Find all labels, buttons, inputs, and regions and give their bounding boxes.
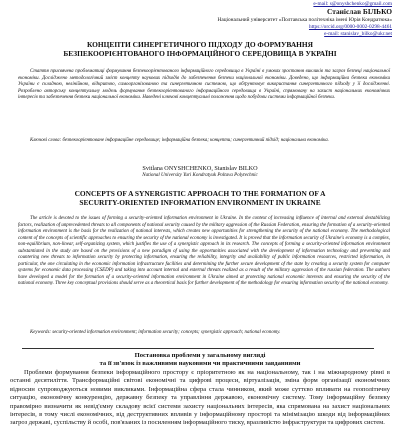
keywords-en: Keywords: security-oriented information environment; information security; concepts; synergistic approach; national economy. [30, 330, 281, 335]
abstract-en: The article is devoted to the issues of forming a security-oriented information environment in Ukraine. In the context of increasing influence of internal and external destabilizing factors, realization of unprecedented threats to all components of national security caused by the military aggression of the Russian Federation, ensuring the formation of a security-oriented information environment is the basis for the realization of national interests, which creates new opportunities for strengthening the security of the national economy. The methodological content of the concepts of scientific approaches to ensuring the security of the national economy is investigated. It is proved that the information security of Ukraine's economy is a complex, non-equilibrium, non-linear, self-organizing system, which justifies the use of a synergistic approach in its research. The concepts of forming a security-oriented information environment substantiated in the study are based on the provisions of a new paradigm of using the opportunities associated with the development of information technology and preventing and countering new threats to information security by protecting information, ensuring the reliability, integrity and availability of public information resources, restricted information, in particular, the one circulating in the economic information infrastructure facilities and determining the further secure development of the state by creating a security system for computer systems for economic data processing (CSEDP) and taking into account internal and external threats realized as a result of the military aggression of the russian federation. The authors have developed a model for the formation of a security-oriented information environment in Ukraine aimed at protecting national economic interests and ensuring the security of the national economy. Three key conceptual provisions should serve as a theoretical basis for further development of the methodology for ensuring information security of the national economy. [18, 216, 390, 287]
title-ua-line1: КОНЦЕПТИ СИНЕРГЕТИЧНОГО ПІДХОДУ ДО ФОРМУВАННЯ [86, 40, 314, 49]
abstract-ua: Стаття присвячена проблематиці формування безпекоорієнтованого інформаційного середовища в Україні в умовах зростання викликів та загроз безпеці національної економіки. Досліджено методологічний зміст концепту наукових підходів до забезпечення безпеки національної економіки. Доведено, що інформаційна безпека економіки України є складною, нелінійною, відкритою, самоорганізованою та синергетичною системою, що обґрунтовує використання синергетичного підходу у її дослідженні. Розроблено авторську концептуальну модель формування безпекоорієнтованого інформаційного середовища в Україні, спрямовану на захист національних економічних інтересів та забезпечення безпеки національної економіки. Наведені ключові концептуальні положення щодо побудови системи інформаційної безпеки. [18, 69, 390, 101]
header-email-top: e-mail: s@onyshchenko@gmail.com [313, 1, 392, 7]
title-en-line1: CONCEPTS OF A SYNERGISTIC APPROACH TO THE FORMATION OF A [74, 189, 326, 198]
title-en-line2: SECURITY-ORIENTED INFORMATION ENVIRONMENT IN UKRAINE [79, 198, 321, 207]
section-title-line1: Постановка проблеми у загальному вигляді [134, 352, 266, 359]
section-title-line2: та її зв'язок із важливими науковими чи практичними завданнями [99, 360, 301, 367]
affiliation-en: National University Yuri Kondratyuk Poltava Polytechnic [142, 173, 258, 178]
body-paragraph: Проблеми формування безпеки інформаційного простору є пріоритетною як на національному, так і на міжнародному рівні в останні десятиліття. Трансформаційні світові економічні та цифрові процеси, віртуалізація, зміна форм організації економічних відносин супроводжуються новими викликами. Інформаційна сфера стала чинником, який може суттєво впливати на геополітичну ситуацію, економічну конкуренцію, державну безпеку та управління державою, економічну систему. Тому інформаційну безпеку правомірно визначити як невід'ємну складову всієї системи захисту національних інтересів, яка спрямована на захист національних інтересів, в тому числі економічних, від деструктивних впливів у інформаційному просторі та мінімізацію шкоди від інформаційних загроз державі, суспільству й особі, пов'язаних із посиленням інформаційного тиску, вразливістю інфраструктури та цифрових систем. [10, 369, 390, 427]
title-ua-line2: БЕЗПЕКООРІЄНТОВАНОГО ІНФОРМАЦІЙНОГО СЕРЕДОВИЩА В УКРАЇНІ [63, 49, 337, 58]
section-divider [22, 348, 374, 349]
header-affiliation: Національний університет «Полтавська політехніка імені Юрія Кондратюка» [217, 17, 392, 23]
keywords-ua: Ключові слова: безпекоорієнтоване інформаційне середовище; інформаційна безпека; концепти; синергетичний підхід; національна економіка. [30, 138, 329, 143]
header-orcid[interactable]: https://orcid.org/0000-0002-0298-4461 [308, 24, 392, 30]
authors-en: Svitlana ONYSHCHENKO, Stanislav BILKO [142, 165, 258, 172]
header-author-name: Станіслав БІЛЬКО [326, 7, 392, 16]
header-email[interactable]: e-mail: stanislav_bilko@ukr.net [324, 31, 392, 37]
